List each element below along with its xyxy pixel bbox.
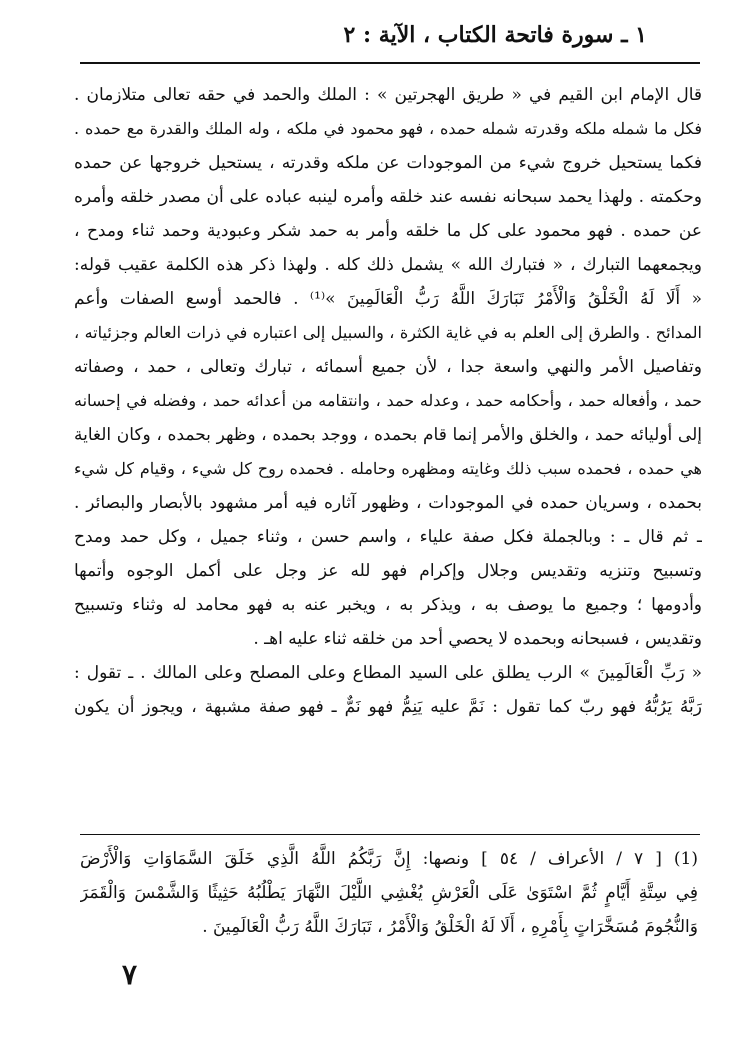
text-line: ـ ثم قال ـ : وبالجملة فكل صفة علياء ، واسم حسن ، وثناء جميل ، وكل حمد ومدح <box>74 527 702 547</box>
footnote-line: فِي سِتَّةِ أَيَّامٍ ثُمَّ اسْتَوَىٰ عَلَى الْعَرْشِ يُغْشِي اللَّيْلَ النَّهَارَ يَطْلُبُهُ حَثِيثًا وَالشَّمْسَ وَالْقَمَرَ <box>80 883 698 903</box>
text-line: وتقديس ، فسبحانه وبحمده لا يحصي أحد من خلقه ثناء عليه اهـ . <box>253 629 702 649</box>
footnotes <box>80 842 698 944</box>
text-line: وتسبيح وتنزيه وتقديس وجلال وإكرام فهو لله عز وجل على أكمل الوجوه وأتمها <box>74 561 702 581</box>
text-line: وأدومها ؛ وجميع ما يوصف به ، ويذكر به ، ويخبر عنه به فهو محامد له وثناء وتسبيح <box>74 595 702 615</box>
text-line: هي حمده ، فحمده سبب ذلك وغايته ومظهره وحامله . فحمده روح كل شيء ، وقيام كل شيء <box>74 459 702 478</box>
page-header-title: ١ ـ سورة فاتحة الكتاب ، الآية : ٢ <box>343 22 647 48</box>
text-line: وحكمته . ولهذا يحمد سبحانه نفسه عند خلقه وأمره لينبه عباده على أن مصدر خلقه وأمره <box>74 187 702 207</box>
text-line: رَبَّهُ يَرُبُّهُ فهو ربّ كما تقول : نَمَّ عليه يَنِمُّ فهو نَمٌّ ـ فهو صفة مشبهة ، ويجوز أن يكون <box>74 697 702 717</box>
text-line: إلى أوليائه حمد ، والخلق والأمر إنما قام بحمده ، ووجد بحمده ، وظهر بحمده ، وكان الغاية <box>74 425 702 445</box>
text-line: عن حمده . فهو محمود على كل ما خلقه وأمر به حمد شكر وعبودية وحمد ثناء ومدح ، <box>74 221 702 241</box>
text-line: بحمده ، وسريان حمده في الموجودات ، وظهور آثاره فيه أمر مشهود بالأبصار والبصائر . <box>74 493 702 513</box>
text-line: المدائح . والطرق إلى العلم به في غاية الكثرة ، والسبيل إلى اعتباره في ذرات العالم وجزئياته ، <box>74 323 702 342</box>
text-line: « أَلَا لَهُ الْخَلْقُ وَالْأَمْرُ تَبَارَكَ اللَّهُ رَبُّ الْعَالَمِينَ »⁽¹⁾ . فالحمد أوسع الصفات وأعم <box>74 289 702 309</box>
text-line: « رَبِّ الْعَالَمِينَ » الرب يطلق على السيد المطاع وعلى المصلح وعلى المالك . ـ تقول : <box>74 663 702 683</box>
text-line: فكل ما شمله ملكه وقدرته شمله حمده ، فهو محمود في ملكه ، وله الملك والقدرة مع حمده . <box>74 119 702 138</box>
header-divider <box>80 62 700 64</box>
footnote-line: (1) [ ٧ / الأعراف / ٥٤ ] ونصها: إِنَّ رَبَّكُمُ اللَّهُ الَّذِي خَلَقَ السَّمَاوَاتِ وَالْأَرْضَ <box>80 849 698 869</box>
footnote-divider <box>80 834 700 835</box>
text-line: قال الإمام ابن القيم في « طريق الهجرتين » : الملك والحمد في حقه تعالى متلازمان . <box>74 85 702 105</box>
main-text <box>74 78 702 724</box>
text-line: وتفاصيل الأمر والنهي واسعة جدا ، لأن جميع أسمائه ، تبارك وتعالى ، حمد ، وصفاته <box>74 357 702 377</box>
text-line: فكما يستحيل خروج شيء من الموجودات عن ملكه وقدرته ، يستحيل خروجها عن حمده <box>74 153 702 173</box>
text-line: ويجمعهما التبارك ، « فتبارك الله » يشمل ذلك كله . ولهذا ذكر هذه الكلمة عقيب قوله: <box>74 255 702 275</box>
text-line: حمد ، وأفعاله حمد ، وأحكامه حمد ، وعدله حمد ، وانتقامه من أعدائه حمد ، وفضله في إحسانه <box>74 391 702 410</box>
page-number: ٧ <box>122 958 138 991</box>
footnote-line: وَالنُّجُومَ مُسَخَّرَاتٍ بِأَمْرِهِ ، أَلَا لَهُ الْخَلْقُ وَالْأَمْرُ ، تَبَارَكَ اللَّهُ رَبُّ الْعَالَمِينَ . <box>202 917 698 937</box>
